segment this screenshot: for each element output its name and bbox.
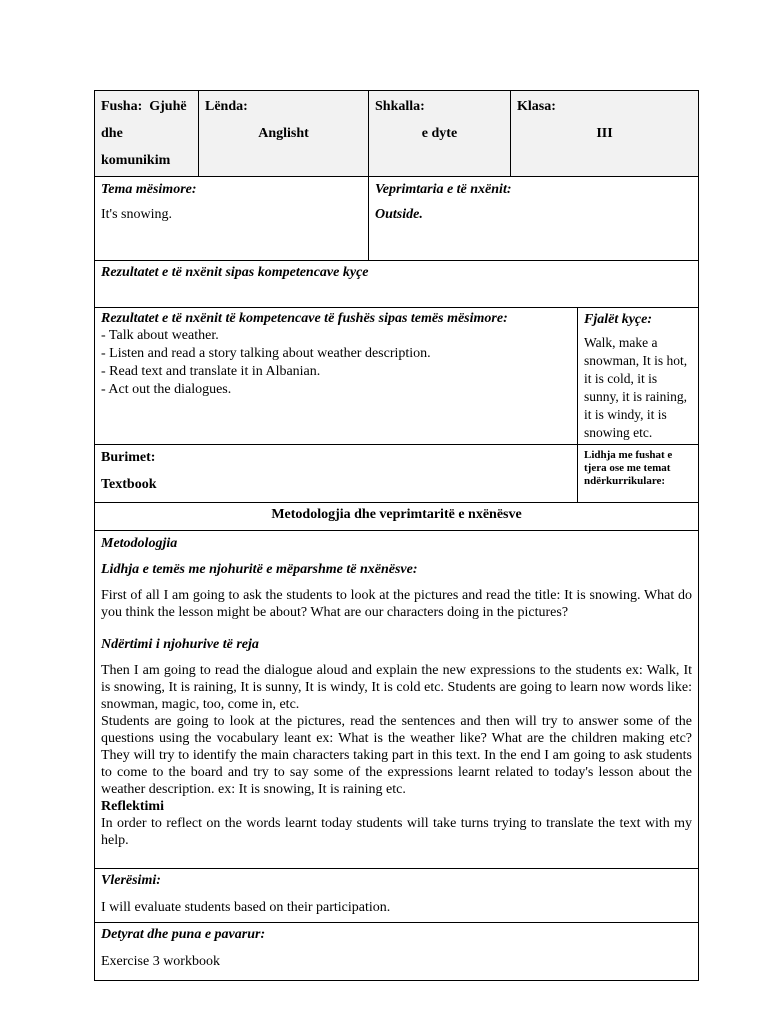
burimet-cell <box>95 445 578 503</box>
fusha-cell <box>95 91 199 177</box>
detyrat-cell <box>95 923 699 981</box>
tema-label: Tema mësimore: <box>101 182 197 197</box>
vleresimi-row <box>95 869 699 923</box>
rezultatet-fushes-cell <box>95 308 578 445</box>
rezultatet-fushes-row <box>95 308 699 445</box>
metodologjia-row <box>95 531 699 869</box>
ndertimi-text-2: Students are going to look at the pictures, read the sentences and then will try to answer some of the questions using the vocabulary leant ex: What is the weather like? What are the children making etc? They will try to identify the main characters taking part in this text. In the end I am going to ask students to come to the board and try to say some of the expressions learnt related to today's lesson about the weather description. ex: It is snowing, It is raining etc. <box>101 714 693 797</box>
ndertimi-title: Ndërtimi i njohurive të reja <box>101 637 259 652</box>
klasa-cell <box>511 91 699 177</box>
detyrat-row <box>95 923 699 981</box>
fjalet-kyce-label: Fjalët kyçe: <box>584 312 653 327</box>
fusha-value-3: komunikim <box>101 153 171 168</box>
rezultatet-fushes-label: Rezultatet e të nxënit të kompetencave të fushës sipas temës mësimore: <box>101 311 508 326</box>
metodologjia-header-row <box>95 503 699 531</box>
veprimtaria-value: Outside. <box>375 207 423 222</box>
topic-row <box>95 177 699 261</box>
fusha-value-1: Gjuhë <box>149 99 187 114</box>
lesson-plan-document <box>94 90 698 981</box>
fjalet-kyce-value: Walk, make a snowman, It is hot, it is cold, it is sunny, it is raining, it is windy, it is snowing etc. <box>584 335 688 440</box>
tema-value: It's snowing. <box>101 207 172 222</box>
klasa-value: III <box>596 126 613 141</box>
veprimtaria-cell <box>369 177 699 261</box>
veprimtaria-label: Veprimtaria e të nxënit: <box>375 182 512 197</box>
lidhja-text: First of all I am going to ask the students to look at the pictures and read the title: It is snowing. What do you think the lesson might be about? What are our characters doing in the pictures? <box>101 588 693 620</box>
tema-cell <box>95 177 369 261</box>
rezultatet-kyce-cell <box>95 261 699 308</box>
burimet-label: Burimet: <box>101 450 156 465</box>
rezultatet-item: - Read text and translate it in Albanian. <box>101 364 321 379</box>
lenda-cell <box>199 91 369 177</box>
metodologjia-cell <box>95 531 699 869</box>
rezultatet-item: - Listen and read a story talking about weather description. <box>101 346 431 361</box>
shkalla-cell <box>369 91 511 177</box>
shkalla-label: Shkalla: <box>375 99 425 114</box>
fusha-value-2: dhe <box>101 126 123 141</box>
rezultatet-kyce-row <box>95 261 699 308</box>
lidhja-title: Lidhja e temës me njohuritë e mëparshme të nxënësve: <box>101 562 418 577</box>
lenda-value: Anglisht <box>258 126 309 141</box>
metodologjia-title: Metodologjia <box>101 536 178 551</box>
rezultatet-kyce-label: Rezultatet e të nxënit sipas kompetencave kyçe <box>101 265 369 280</box>
shkalla-value: e dyte <box>421 126 458 141</box>
vleresimi-label: Vlerësimi: <box>101 873 161 888</box>
fusha-label: Fusha: <box>101 99 143 114</box>
burimet-row <box>95 445 699 503</box>
lidhja-fushat-cell <box>578 445 699 503</box>
vleresimi-cell <box>95 869 699 923</box>
fjalet-kyce-cell <box>578 308 699 445</box>
reflektimi-title: Reflektimi <box>101 799 164 814</box>
lesson-plan-table <box>94 90 699 981</box>
header-row <box>95 91 699 177</box>
burimet-value: Textbook <box>101 477 157 492</box>
metodologjia-header: Metodologjia dhe veprimtaritë e nxënësve <box>95 503 699 531</box>
lenda-label: Lënda: <box>205 99 248 114</box>
detyrat-value: Exercise 3 workbook <box>101 954 220 969</box>
klasa-label: Klasa: <box>517 99 556 114</box>
lidhja-fushat-label: Lidhja me fushat e tjera ose me temat ndërkurrikulare: <box>584 449 673 487</box>
reflektimi-text: In order to reflect on the words learnt today students will take turns trying to translate the text with my help. <box>101 816 693 848</box>
ndertimi-text-1: Then I am going to read the dialogue aloud and explain the new expressions to the students ex: Walk, It is snowing, It is raining, It is sunny, It is windy, It is cold etc. Students are going to learn now words like: snowman, magic, too, come in, etc. <box>101 663 693 712</box>
detyrat-label: Detyrat dhe puna e pavarur: <box>101 927 266 942</box>
rezultatet-item: - Act out the dialogues. <box>101 382 232 397</box>
rezultatet-item: - Talk about weather. <box>101 328 219 343</box>
vleresimi-value: I will evaluate students based on their participation. <box>101 900 391 915</box>
